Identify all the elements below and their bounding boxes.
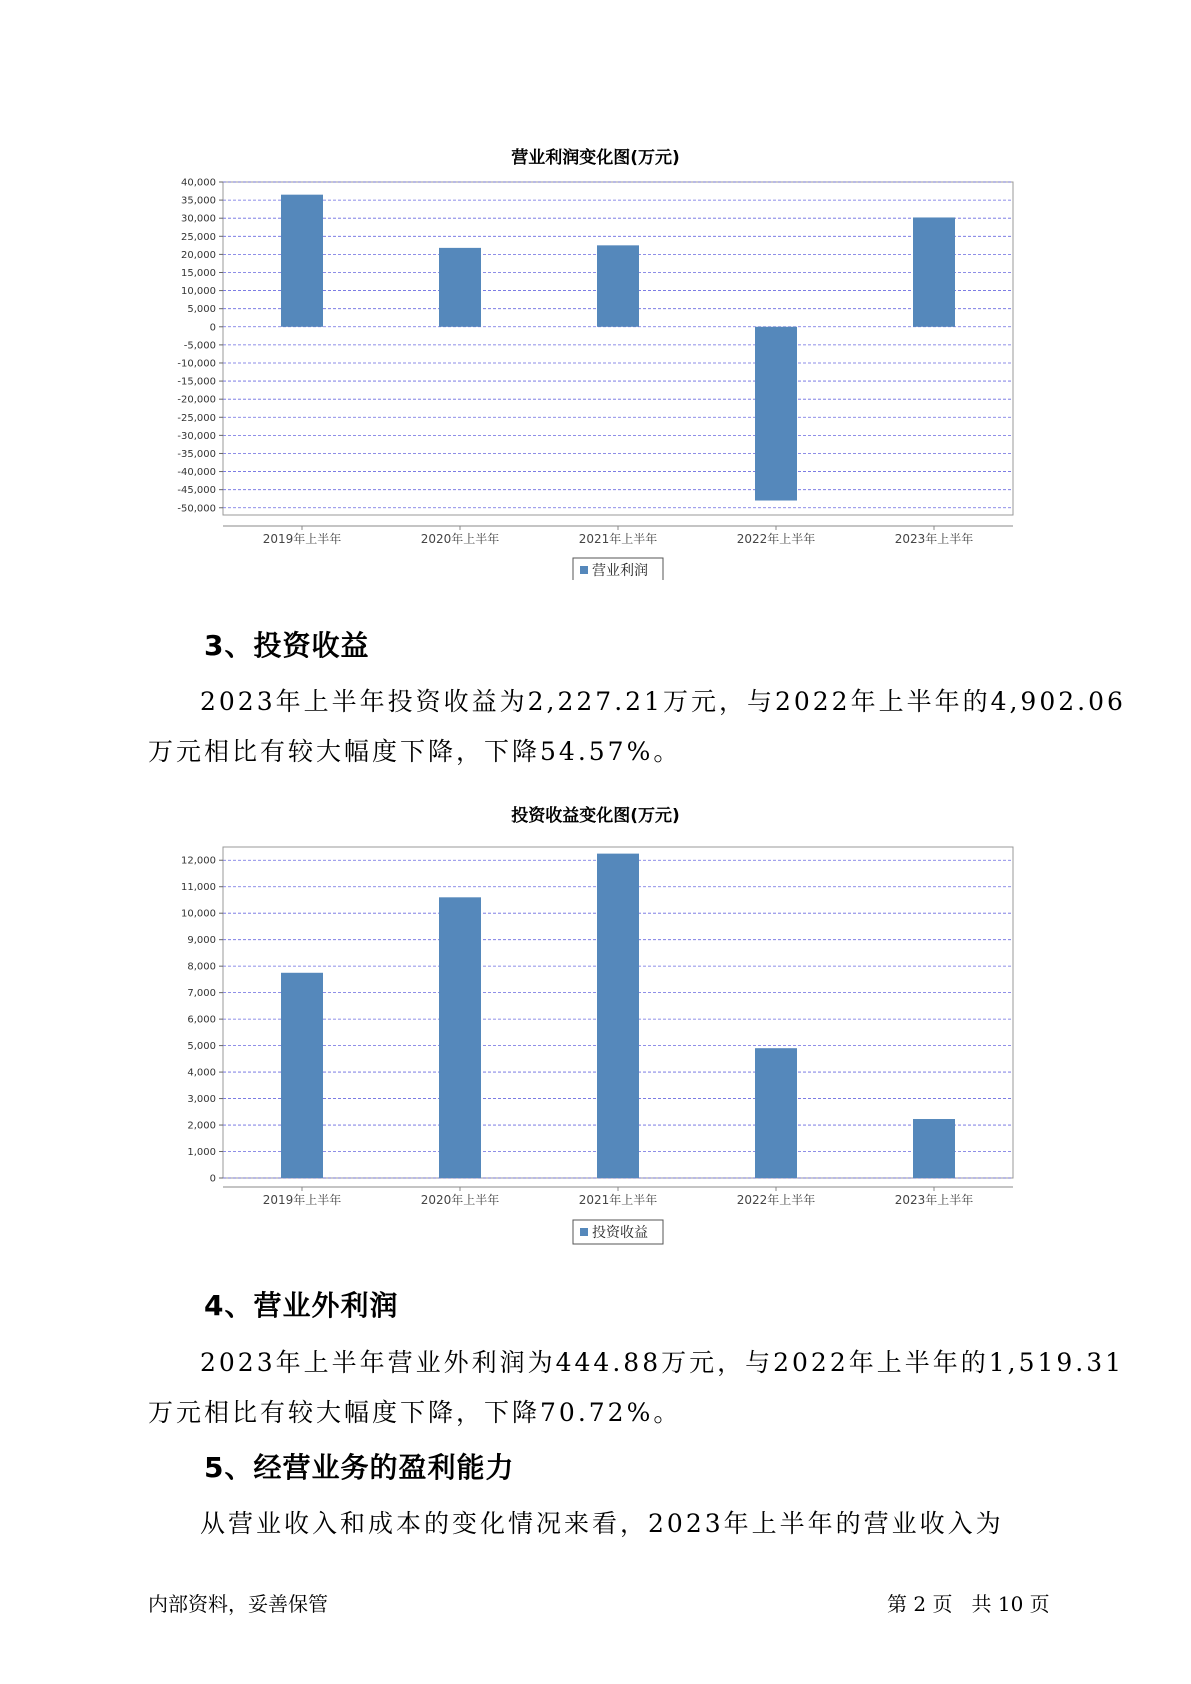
legend xyxy=(573,558,663,580)
y-tick-label: 12,000 xyxy=(181,855,216,867)
y-tick-label: 3,000 xyxy=(187,1094,216,1106)
y-tick-label: -20,000 xyxy=(177,394,216,406)
chart1-title: 营业利润变化图(万元) xyxy=(511,148,680,168)
y-tick-label: 0 xyxy=(209,1173,216,1185)
y-tick-label: 7,000 xyxy=(187,988,216,1000)
y-tick-label: 25,000 xyxy=(181,231,216,243)
y-tick-label: 20,000 xyxy=(181,249,216,261)
y-tick-label: 30,000 xyxy=(181,213,216,225)
plot-area xyxy=(223,182,1013,515)
legend-swatch xyxy=(580,1228,588,1236)
bar-2020年上半年 xyxy=(439,248,481,327)
y-tick-label: 9,000 xyxy=(187,935,216,947)
x-tick-label: 2023年上半年 xyxy=(894,532,974,546)
legend-swatch xyxy=(580,566,588,574)
y-tick-label: -40,000 xyxy=(177,467,216,479)
y-tick-label: -25,000 xyxy=(177,412,216,424)
bar-2019年上半年 xyxy=(281,973,323,1178)
x-tick-label: 2020年上半年 xyxy=(420,532,500,546)
bar-2022年上半年 xyxy=(755,327,797,501)
bar-2023年上半年 xyxy=(913,217,955,326)
y-tick-label: 10,000 xyxy=(181,908,216,920)
section4-line2: 万元相比有较大幅度下降，下降70.72%。 xyxy=(148,1398,682,1427)
y-tick-label: 10,000 xyxy=(181,286,216,298)
y-tick-label: 8,000 xyxy=(187,961,216,973)
y-tick-label: 15,000 xyxy=(181,267,216,279)
section5-heading: 5、经营业务的盈利能力 xyxy=(204,1451,515,1484)
y-tick-label: -30,000 xyxy=(177,430,216,442)
x-tick-label: 2022年上半年 xyxy=(736,1193,816,1207)
y-tick-label: 1,000 xyxy=(187,1147,216,1159)
y-tick-label: -50,000 xyxy=(177,503,216,515)
y-tick-label: 35,000 xyxy=(181,195,216,207)
bar-2022年上半年 xyxy=(755,1048,797,1178)
operating-profit-chart xyxy=(0,160,1191,580)
x-tick-label: 2020年上半年 xyxy=(420,1193,500,1207)
y-tick-label: 2,000 xyxy=(187,1120,216,1132)
y-tick-label: -35,000 xyxy=(177,448,216,460)
y-tick-label: 4,000 xyxy=(187,1067,216,1079)
y-tick-label: 5,000 xyxy=(187,1041,216,1053)
bar-2019年上半年 xyxy=(281,195,323,327)
bar-2020年上半年 xyxy=(439,897,481,1178)
bar-2021年上半年 xyxy=(597,245,639,326)
bar-2021年上半年 xyxy=(597,854,639,1178)
x-tick-label: 2019年上半年 xyxy=(262,532,342,546)
section4-line1: 2023年上半年营业外利润为444.88万元，与2022年上半年的1,519.31 xyxy=(200,1348,1125,1377)
section5-line1: 从营业收入和成本的变化情况来看，2023年上半年的营业收入为 xyxy=(200,1509,1004,1538)
section3-heading: 3、投资收益 xyxy=(204,629,370,662)
legend-label: 营业利润 xyxy=(592,563,648,579)
x-tick-label: 2022年上半年 xyxy=(736,532,816,546)
bar-2023年上半年 xyxy=(913,1119,955,1178)
y-tick-label: -10,000 xyxy=(177,358,216,370)
section3-line1: 2023年上半年投资收益为2,227.21万元，与2022年上半年的4,902.06 xyxy=(200,687,1126,716)
y-tick-label: -45,000 xyxy=(177,485,216,497)
footer-left: 内部资料，妥善保管 xyxy=(148,1592,328,1616)
x-tick-label: 2021年上半年 xyxy=(578,532,658,546)
y-tick-label: 11,000 xyxy=(181,882,216,894)
x-tick-label: 2019年上半年 xyxy=(262,1193,342,1207)
footer-page-number: 第 2 页 共 10 页 xyxy=(887,1592,1050,1616)
legend-label: 投资收益 xyxy=(592,1225,648,1241)
section4-heading: 4、营业外利润 xyxy=(204,1289,399,1322)
x-tick-label: 2023年上半年 xyxy=(894,1193,974,1207)
y-tick-label: 5,000 xyxy=(187,304,216,316)
y-tick-label: -5,000 xyxy=(183,340,216,352)
x-tick-label: 2021年上半年 xyxy=(578,1193,658,1207)
chart2-title: 投资收益变化图(万元) xyxy=(511,806,680,826)
legend xyxy=(573,1220,663,1244)
y-tick-label: 6,000 xyxy=(187,1014,216,1026)
y-tick-label: 0 xyxy=(209,322,216,334)
section3-line2: 万元相比有较大幅度下降，下降54.57%。 xyxy=(148,737,682,766)
y-tick-label: -15,000 xyxy=(177,376,216,388)
y-tick-label: 40,000 xyxy=(181,177,216,189)
investment-income-chart xyxy=(0,830,1191,1250)
